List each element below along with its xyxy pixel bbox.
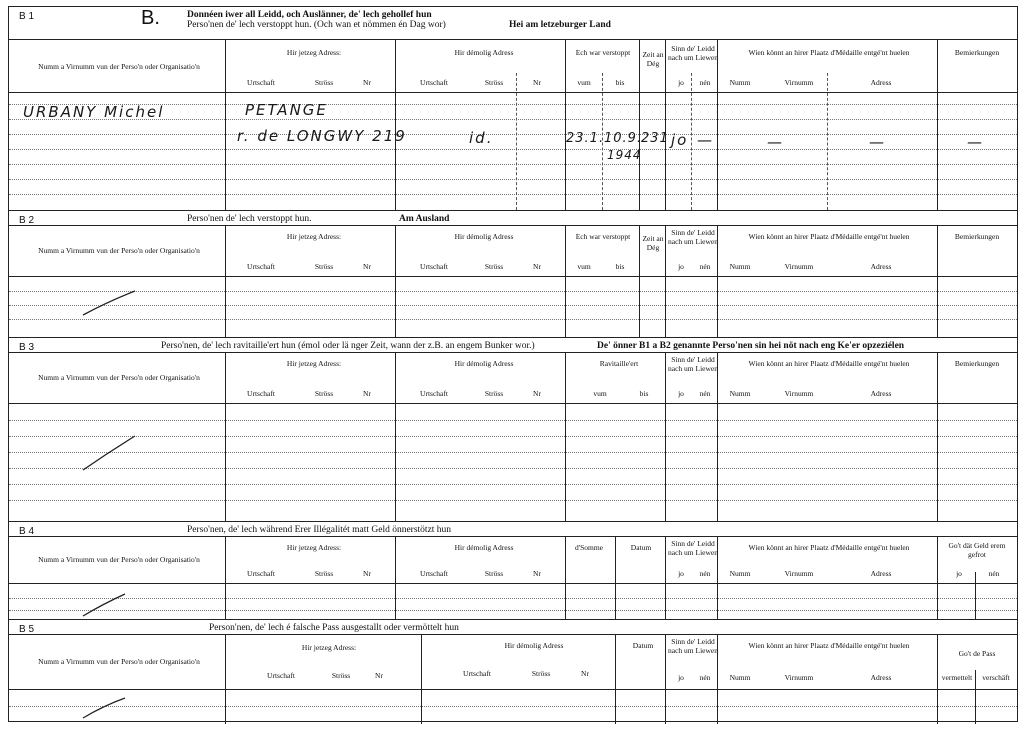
header-nen: nén <box>699 78 711 87</box>
header-vum: vum <box>577 78 591 87</box>
entry-days: 231 <box>641 131 669 146</box>
header-virnumm: Virnumm <box>784 262 814 271</box>
section-code: B 4 <box>19 526 35 537</box>
header-current-address: Hir jetzeg Adress: <box>286 232 342 241</box>
header-nr: Nr <box>375 671 383 680</box>
header-adress: Adress <box>870 389 892 398</box>
header-bis: bis <box>615 78 625 87</box>
header-medal: Wien könnt an hirer Plaatz d'Médaille entgé'nt huelen <box>748 232 910 241</box>
header-urtschaft: Urtschaft <box>420 262 448 271</box>
header-stross: Ströss <box>484 389 504 398</box>
header-jo: jo <box>678 262 684 271</box>
entry-from: 23.1. <box>566 131 605 146</box>
header-alive: Sinn de' Leidd nach um Liewen <box>668 539 718 557</box>
header-remarks: Bemierkungen <box>954 48 1000 57</box>
header-nr: Nr <box>363 262 371 271</box>
entry-alive: jo <box>671 131 689 149</box>
header-row <box>9 634 1017 690</box>
header-zeit: Zeit an Dég <box>642 234 664 252</box>
header-stross: Ströss <box>531 669 551 678</box>
header-nen: nén <box>988 569 1000 578</box>
header-datum: Datum <box>632 641 654 650</box>
header-medal: Wien könnt an hirer Plaatz d'Médaille entgé'nt huelen <box>748 641 910 650</box>
entry-former-address: id. <box>469 129 494 147</box>
header-stross: Ströss <box>484 78 504 87</box>
header-remarks: Bemierkungen <box>954 232 1000 241</box>
header-jo: jo <box>678 569 684 578</box>
header-current-address: Hir jetzeg Adress: <box>301 643 357 652</box>
header-adress: Adress <box>870 78 892 87</box>
header-virnumm: Virnumm <box>784 673 814 682</box>
entry-name: URBANY Michel <box>23 103 165 121</box>
row-rule <box>9 134 1017 135</box>
header-former-address: Hir démolig Adress <box>454 232 514 241</box>
header-virnumm: Virnumm <box>784 78 814 87</box>
header-nr: Nr <box>363 389 371 398</box>
header-nen: nén <box>699 569 711 578</box>
section-b5 <box>9 619 1017 723</box>
header-name: Numm a Virnumm vun der Perso'n oder Organisatio'n <box>38 246 200 255</box>
header-former-address: Hir démolig Adress <box>454 359 514 368</box>
section-code: B 2 <box>19 215 35 226</box>
big-letter: B. <box>141 7 160 29</box>
header-hidden-from: Ech war verstoppt <box>575 232 631 241</box>
header-verschaft: verschäft <box>982 673 1010 682</box>
header-alive: Sinn de' Leidd nach um Liewen <box>668 355 718 373</box>
section-location: Am Ausland <box>399 214 450 224</box>
form-sheet <box>8 6 1018 722</box>
header-name: Numm a Virnumm vun der Perso'n oder Organisatio'n <box>38 555 200 564</box>
header-bis: bis <box>639 389 649 398</box>
header-urtschaft: Urtschaft <box>247 78 275 87</box>
header-zeit: Zeit an Dég <box>642 50 664 68</box>
header-row <box>9 39 1017 93</box>
header-datum: Datum <box>630 543 652 552</box>
entry-medal-address: — <box>869 133 886 151</box>
header-adress: Adress <box>870 673 892 682</box>
header-stross: Ströss <box>484 262 504 271</box>
section-title: Perso'nen, de' lech ravitaille'ert hun (émol oder lä nger Zeit, wann der z.B. an engem Bunker wor.) <box>161 341 535 351</box>
header-nen: nén <box>699 673 711 682</box>
row-rule <box>9 149 1017 150</box>
section-location: Hei am letzeburger Land <box>509 20 611 30</box>
row-rule <box>9 194 1017 195</box>
section-code: B 3 <box>19 342 35 353</box>
header-ravitaille: Ravitaille'ert <box>599 359 639 368</box>
section-subtitle: Perso'nen de' lech verstoppt hun. (Och wan et nömmen én Dag wor) <box>187 20 446 30</box>
header-urtschaft: Urtschaft <box>420 78 448 87</box>
cross-out-slash <box>79 696 129 722</box>
header-hidden-from: Ech war verstoppt <box>575 48 631 57</box>
header-numm: Numm <box>729 78 751 87</box>
section-code: B 5 <box>19 624 35 635</box>
header-nr: Nr <box>533 262 541 271</box>
cross-out-slash <box>79 592 129 620</box>
entry-town: PETANGE <box>245 101 328 119</box>
section-note: De' önner B1 a B2 genannte Perso'nen sin hei nöt nach eng Ke'er opzeziélen <box>597 341 905 351</box>
header-name: Numm a Virnumm vun der Perso'n oder Organisatio'n <box>38 657 200 666</box>
header-numm: Numm <box>729 569 751 578</box>
cross-out-slash <box>79 289 139 319</box>
entry-remarks: — <box>967 133 984 151</box>
header-vum: vum <box>577 262 591 271</box>
header-stross: Ströss <box>484 569 504 578</box>
section-title: Person'nen, de' lech é falsche Pass ausgestallt oder vermöttelt hun <box>209 623 459 633</box>
row-rule <box>9 164 1017 165</box>
header-pass: Go't de Pass <box>958 649 996 658</box>
header-nen: nén <box>699 389 711 398</box>
header-jo: jo <box>678 673 684 682</box>
header-urtschaft: Urtschaft <box>247 569 275 578</box>
header-medal: Wien könnt an hirer Plaatz d'Médaille entgé'nt huelen <box>748 359 910 368</box>
header-current-address: Hir jetzeg Adress: <box>286 48 342 57</box>
header-virnumm: Virnumm <box>784 569 814 578</box>
header-numm: Numm <box>729 389 751 398</box>
section-b3 <box>9 337 1017 521</box>
header-nr: Nr <box>533 78 541 87</box>
header-nr: Nr <box>363 569 371 578</box>
section-b1 <box>9 7 1017 210</box>
entry-medal-name: — <box>767 133 784 151</box>
entry-to: 10.9. <box>604 131 643 146</box>
header-bis: bis <box>615 262 625 271</box>
header-name: Numm a Virnumm vun der Perso'n oder Organisatio'n <box>38 373 200 382</box>
header-urtschaft: Urtschaft <box>420 389 448 398</box>
header-adress: Adress <box>870 569 892 578</box>
header-row <box>9 352 1017 404</box>
header-stross: Ströss <box>314 389 334 398</box>
header-stross: Ströss <box>314 569 334 578</box>
cross-out-slash <box>79 434 139 474</box>
header-nr: Nr <box>533 569 541 578</box>
header-current-address: Hir jetzeg Adress: <box>286 359 342 368</box>
header-current-address: Hir jetzeg Adress: <box>286 543 342 552</box>
header-urtschaft: Urtschaft <box>247 389 275 398</box>
header-urtschaft: Urtschaft <box>267 671 295 680</box>
header-jo: jo <box>956 569 962 578</box>
header-urtschaft: Urtschaft <box>420 569 448 578</box>
row-rule <box>9 179 1017 180</box>
header-row <box>9 536 1017 584</box>
header-row <box>9 225 1017 277</box>
header-numm: Numm <box>729 673 751 682</box>
section-b4 <box>9 521 1017 619</box>
header-urtschaft: Urtschaft <box>463 669 491 678</box>
header-urtschaft: Urtschaft <box>247 262 275 271</box>
header-nr: Nr <box>533 389 541 398</box>
header-adress: Adress <box>870 262 892 271</box>
header-former-address: Hir démolig Adress <box>504 641 564 650</box>
header-stross: Ströss <box>314 262 334 271</box>
header-alive: Sinn de' Leidd nach um Liewen <box>668 228 718 246</box>
header-jo: jo <box>678 78 684 87</box>
header-medal: Wien könnt an hirer Plaatz d'Médaille entgé'nt huelen <box>748 48 910 57</box>
header-medal: Wien könnt an hirer Plaatz d'Médaille entgé'nt huelen <box>748 543 910 552</box>
header-name: Numm a Virnumm vun der Perso'n oder Organisatio'n <box>38 62 200 71</box>
header-vermettelt: vermettelt <box>941 673 973 682</box>
header-stross: Ströss <box>331 671 351 680</box>
header-alive: Sinn de' Leidd nach um Liewen <box>668 44 718 62</box>
header-money-back: Go't dät Geld erem gefrot <box>948 541 1006 559</box>
entry-alive-no: — <box>697 131 714 149</box>
header-alive: Sinn de' Leidd nach um Liewen <box>668 637 718 655</box>
header-nen: nén <box>699 262 711 271</box>
header-somme: d'Somme <box>574 543 604 552</box>
header-former-address: Hir démolig Adress <box>454 543 514 552</box>
section-title: Donnéen iwer all Leidd, och Auslänner, de' lech gehollef hun <box>187 10 432 20</box>
header-remarks: Bemierkungen <box>954 359 1000 368</box>
header-virnumm: Virnumm <box>784 389 814 398</box>
header-stross: Ströss <box>314 78 334 87</box>
header-numm: Numm <box>729 262 751 271</box>
header-vum: vum <box>593 389 607 398</box>
section-code: B 1 <box>19 11 35 22</box>
header-former-address: Hir démolig Adress <box>454 48 514 57</box>
header-nr: Nr <box>363 78 371 87</box>
section-b2 <box>9 210 1017 337</box>
header-jo: jo <box>678 389 684 398</box>
section-title: Perso'nen, de' lech während Erer Illégalitét matt Geld önnerstötzt hun <box>187 525 452 535</box>
entry-year: 1944 <box>607 148 642 162</box>
section-title: Perso'nen de' lech verstoppt hun. <box>187 214 312 224</box>
header-nr: Nr <box>581 669 589 678</box>
entry-street: r. de LONGWY 219 <box>237 127 407 145</box>
